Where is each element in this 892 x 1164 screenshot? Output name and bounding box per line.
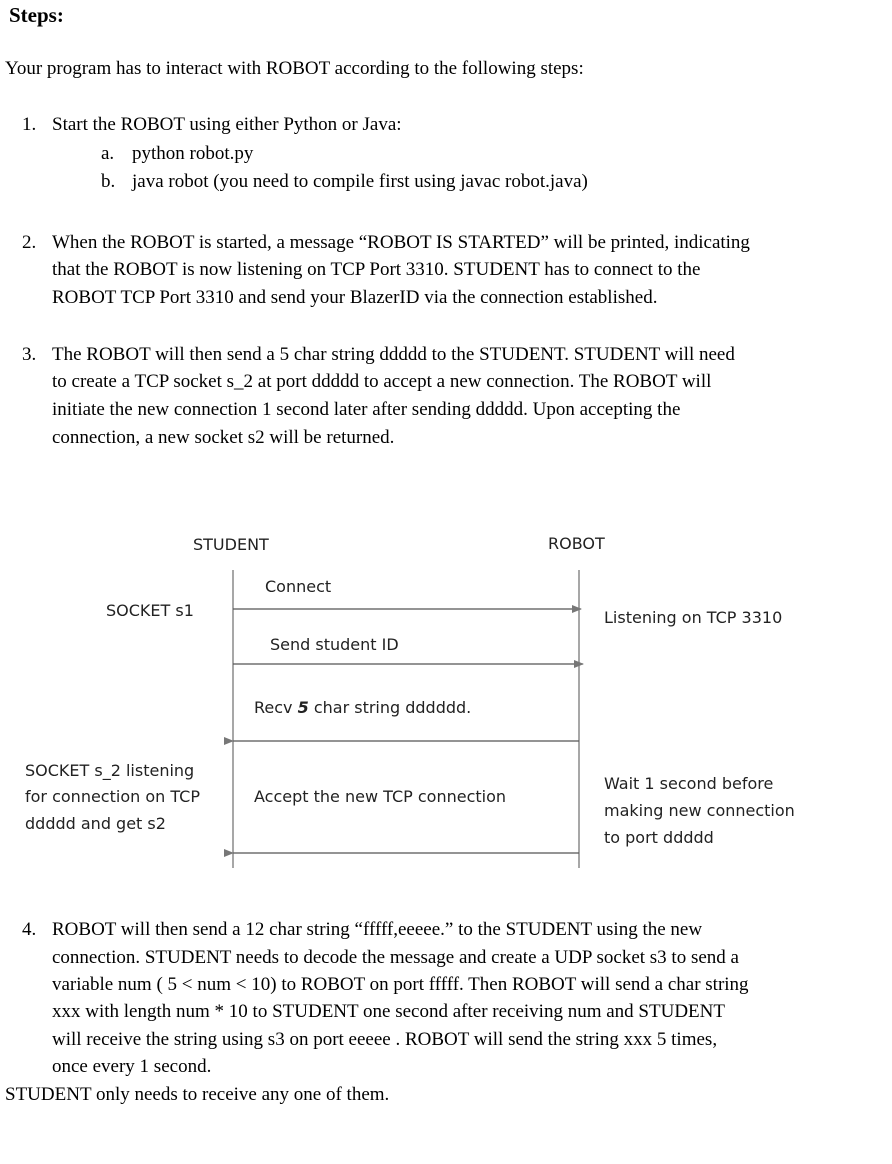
send-id-label: Send student ID	[270, 635, 399, 654]
socket-s1-label: SOCKET s1	[106, 601, 194, 620]
step-4-line: once every 1 second.	[52, 1056, 212, 1077]
wait-label: to port ddddd	[604, 828, 714, 847]
step-3-number: 3.	[22, 344, 37, 365]
socket-s2-label: for connection on TCP	[25, 787, 200, 806]
step-2-line: When the ROBOT is started, a message “ROBOT IS STARTED” will be printed, indicating	[52, 232, 750, 253]
step-1b-number: b.	[101, 171, 116, 192]
step-3-line: to create a TCP socket s_2 at port ddddd to accept a new connection. The ROBOT will	[52, 371, 712, 392]
step-2-line: that the ROBOT is now listening on TCP Port 3310. STUDENT has to connect to the	[52, 259, 701, 280]
step-2-number: 2.	[22, 232, 37, 253]
step-1-text: Start the ROBOT using either Python or Java:	[52, 114, 402, 135]
listening-label: Listening on TCP 3310	[604, 608, 783, 627]
wait-label: making new connection	[604, 801, 795, 820]
step-3-line: connection, a new socket s2 will be returned.	[52, 427, 395, 448]
step-1b-text: java robot (you need to compile first using javac robot.java)	[132, 171, 588, 192]
socket-s2-label: SOCKET s_2 listening	[25, 761, 195, 780]
robot-header: ROBOT	[548, 534, 605, 553]
step-3-line: The ROBOT will then send a 5 char string ddddd to the STUDENT. STUDENT will need	[52, 344, 735, 365]
wait-label: Wait 1 second before	[604, 774, 774, 793]
step-3-line: initiate the new connection 1 second later after sending ddddd. Upon accepting the	[52, 399, 681, 420]
step-2-line: ROBOT TCP Port 3310 and send your BlazerID via the connection established.	[52, 287, 658, 308]
intro-text: Your program has to interact with ROBOT according to the following steps:	[5, 58, 584, 79]
step-4-line: variable num ( 5 < num < 10) to ROBOT on port fffff. Then ROBOT will send a char string	[52, 974, 749, 995]
accept-label: Accept the new TCP connection	[254, 787, 507, 806]
connect-label: Connect	[265, 577, 332, 596]
student-header: STUDENT	[193, 535, 269, 554]
step-4-line: xxx with length num * 10 to STUDENT one second after receiving num and STUDENT	[52, 1001, 725, 1022]
step-4-number: 4.	[22, 919, 37, 940]
step-1-number: 1.	[22, 114, 37, 135]
closing-note: STUDENT only needs to receive any one of them.	[5, 1084, 390, 1105]
step-4-line: will receive the string using s3 on port eeeee . ROBOT will send the string xxx 5 times,	[52, 1029, 718, 1050]
step-4-line: ROBOT will then send a 12 char string “fffff,eeeee.” to the STUDENT using the new	[52, 919, 703, 940]
recv-string-label: Recv 5 char string dddddd.	[254, 698, 472, 717]
step-1a-number: a.	[101, 143, 115, 164]
socket-s2-label: ddddd and get s2	[25, 814, 166, 833]
step-1a-text: python robot.py	[132, 143, 254, 164]
step-4-line: connection. STUDENT needs to decode the message and create a UDP socket s3 to send a	[52, 947, 739, 968]
page-heading: Steps:	[9, 3, 64, 27]
